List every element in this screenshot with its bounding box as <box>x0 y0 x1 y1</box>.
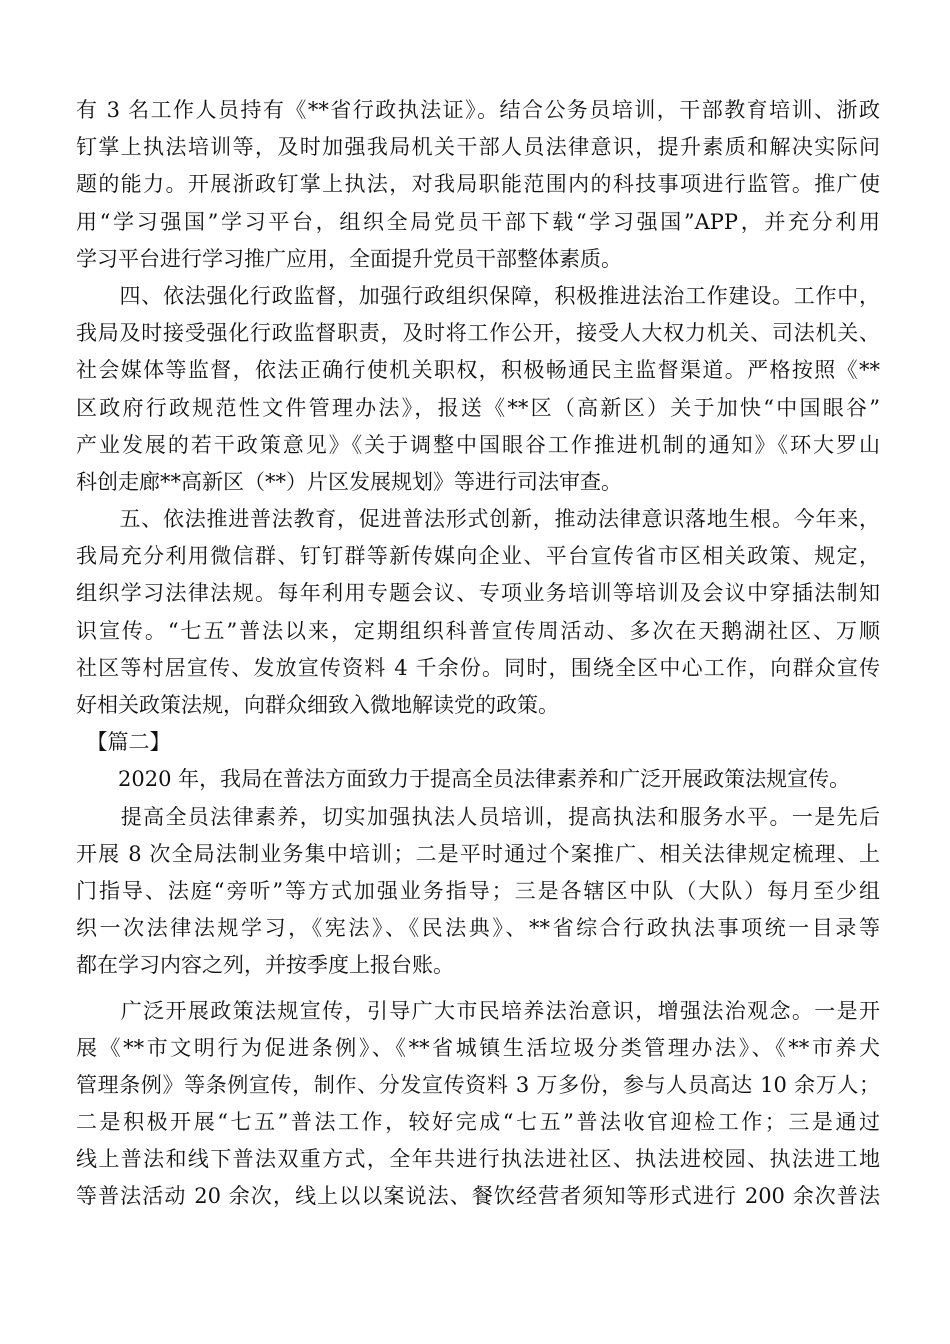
text-line: 用“学习强国”学习平台，组织全局党员干部下载“学习强国”APP，并充分利用 <box>76 209 880 234</box>
paragraph-2020-intro <box>76 761 880 798</box>
text-line: 提高全员法律素养，切实加强执法人员培训，提高执法和服务水平。一是先后 <box>76 804 880 829</box>
text-line: 题的能力。开展浙政钉掌上执法，对我局职能范围内的科技事项进行监管。推广使 <box>76 172 880 197</box>
text-line: 有 3 名工作人员持有《**省行政执法证》。结合公务员培训，干部教育培训、浙政 <box>76 98 880 122</box>
paragraph-section-four <box>76 278 880 501</box>
text-line: 管理条例》等条例宣传，制作、分发宣传资料 3 万多份，参与人员高达 10 余万人； <box>76 1072 880 1097</box>
text-line: 社会媒体等监督，依法正确行使机关职权，积极畅通民主监督渠道。严格按照《** <box>76 358 880 383</box>
text-line: 我局充分利用微信群、钉钉群等新传媒向企业、平台宣传省市区相关政策、规定， <box>76 544 880 569</box>
text-line: 四、依法强化行政监督，加强行政组织保障，积极推进法治工作建设。工作中， <box>76 283 880 308</box>
text-line: 社区等村居宣传、发放宣传资料 4 千余份。同时，围绕全区中心工作，向群众宣传 <box>76 655 880 680</box>
paragraph-spacer <box>76 985 880 993</box>
document-body <box>76 92 880 1216</box>
text-line: 展《**市文明行为促进条例》、《**省城镇生活垃圾分类管理办法》、《**市养犬 <box>76 1035 880 1060</box>
section-heading: 【篇二】 <box>76 730 171 755</box>
text-line: 识宣传。“七五”普法以来，定期组织科普宣传周活动、多次在天鹅湖社区、万顺 <box>76 618 880 643</box>
text-line: 学习平台进行学习推广应用，全面提升党员干部整体素质。 <box>76 246 622 271</box>
paragraph-section-five <box>76 501 880 724</box>
paragraph-training-continued <box>76 92 880 278</box>
text-line: 广泛开展政策法规宣传，引导广大市民培养法治意识，增强法治观念。一是开 <box>76 998 880 1023</box>
text-line: 织一次法律法规学习，《宪法》、《民法典》、**省综合行政执法事项统一目录等 <box>76 916 880 941</box>
text-line: 组织学习法律法规。每年利用专题会议、专项业务培训等培训及会议中穿插法制知 <box>76 581 880 606</box>
paragraph-legal-literacy <box>76 799 880 985</box>
text-line: 我局及时接受强化行政监督职责，及时将工作公开，接受人大权力机关、司法机关、 <box>76 321 880 346</box>
text-line: 好相关政策法规，向群众细致入微地解读党的政策。 <box>76 693 559 717</box>
text-line: 二是积极开展“七五”普法工作，较好完成“七五”普法收官迎检工作；三是通过 <box>76 1110 880 1135</box>
text-line: 线上普法和线下普法双重方式，全年共进行执法进社区、执法进校园、执法进工地 <box>76 1147 880 1172</box>
text-line: 五、依法推进普法教育，促进普法形式创新，推动法律意识落地生根。今年来， <box>76 507 880 532</box>
section-heading-part-two <box>76 724 880 761</box>
paragraph-policy-publicity <box>76 993 880 1216</box>
text-line: 开展 8 次全局法制业务集中培训；二是平时通过个案推广、相关法律规定梳理、上 <box>76 841 880 866</box>
text-line: 区政府行政规范性文件管理办法》，报送《**区（高新区）关于加快“中国眼谷” <box>76 395 880 420</box>
text-line: 等普法活动 20 余次，线上以以案说法、餐饮经营者须知等形式进行 200 余次普法 <box>76 1184 880 1209</box>
text-line: 2020 年，我局在普法方面致力于提高全员法律素养和广泛开展政策法规宣传。 <box>76 767 851 792</box>
text-line: 钉掌上执法培训等，及时加强我局机关干部人员法律意识，提升素质和解决实际问 <box>76 135 880 160</box>
text-line: 都在学习内容之列，并按季度上报台账。 <box>76 953 454 978</box>
text-line: 门指导、法庭“旁听”等方式加强业务指导；三是各辖区中队（大队）每月至少组 <box>76 878 880 903</box>
text-line: 产业发展的若干政策意见》《关于调整中国眼谷工作推进机制的通知》《环大罗山 <box>76 432 880 457</box>
text-line: 科创走廊**高新区（**）片区发展规划》等进行司法审查。 <box>76 469 622 494</box>
